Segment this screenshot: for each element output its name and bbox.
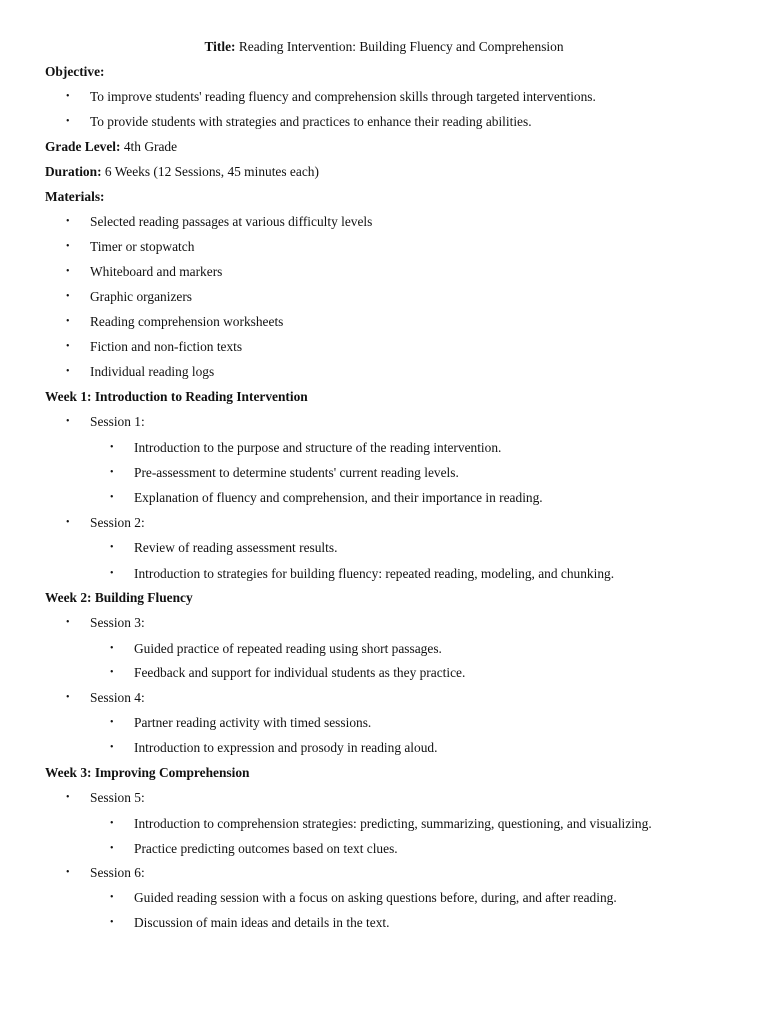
bullet-icon: • (66, 216, 70, 227)
session-item (110, 539, 337, 557)
session-item (110, 640, 442, 658)
bullet-icon: • (110, 542, 114, 553)
materials-item-text: Reading comprehension worksheets (90, 314, 284, 329)
session-label (66, 689, 145, 707)
grade-level-value: 4th Grade (123, 139, 178, 154)
session-item-text: Review of reading assessment results. (134, 540, 338, 555)
title-label: Title: (204, 39, 236, 54)
document-title (0, 38, 768, 56)
session-label (66, 413, 145, 431)
title-text: Reading Intervention: Building Fluency and Comprehension (238, 39, 564, 54)
session-item-text: Explanation of fluency and comprehension, and their importance in reading. (134, 490, 543, 505)
bullet-icon: • (66, 116, 70, 127)
materials-item (66, 338, 242, 356)
bullet-icon: • (110, 467, 114, 478)
materials-item-text: Graphic organizers (90, 289, 192, 304)
session-item-text: Practice predicting outcomes based on text clues. (134, 841, 398, 856)
session-item-text: Pre-assessment to determine students' current reading levels. (134, 465, 459, 480)
materials-item-text: Selected reading passages at various difficulty levels (90, 214, 373, 229)
materials-item (66, 263, 222, 281)
session-item-text: Introduction to comprehension strategies: predicting, summarizing, questioning, and visualizing. (134, 816, 652, 831)
bullet-icon: • (66, 341, 70, 352)
bullet-icon: • (66, 692, 70, 703)
materials-item-text: Whiteboard and markers (90, 264, 223, 279)
materials-heading: Materials: (45, 189, 105, 204)
session-item (110, 739, 437, 757)
session-item (110, 914, 390, 932)
bullet-icon: • (66, 517, 70, 528)
bullet-icon: • (110, 742, 114, 753)
bullet-icon: • (66, 241, 70, 252)
materials-item (66, 363, 214, 381)
materials-item (66, 313, 283, 331)
session-item (110, 840, 398, 858)
session-label (66, 514, 145, 532)
session-item (110, 464, 459, 482)
session-label (66, 789, 145, 807)
grade-level (45, 138, 177, 156)
session-label-text: Session 3: (90, 615, 145, 630)
session-item-text: Partner reading activity with timed sessions. (134, 715, 372, 730)
objective-item (66, 88, 596, 106)
week-heading: Week 1: Introduction to Reading Intervention (45, 389, 308, 404)
grade-level-label: Grade Level: (45, 139, 121, 154)
duration (45, 163, 319, 181)
session-label (66, 614, 145, 632)
bullet-icon: • (66, 416, 70, 427)
objective-item-text: To improve students' reading fluency and comprehension skills through targeted interventions. (90, 89, 596, 104)
objective-item (66, 113, 532, 131)
bullet-icon: • (110, 717, 114, 728)
bullet-icon: • (66, 266, 70, 277)
bullet-icon: • (66, 291, 70, 302)
bullet-icon: • (66, 867, 70, 878)
session-item (110, 815, 652, 833)
bullet-icon: • (110, 892, 114, 903)
session-label-text: Session 6: (90, 865, 145, 880)
bullet-icon: • (110, 492, 114, 503)
session-item-text: Guided reading session with a focus on asking questions before, during, and after reading. (134, 890, 617, 905)
session-label (66, 864, 145, 882)
objective-heading: Objective: (45, 64, 105, 79)
duration-value: 6 Weeks (12 Sessions, 45 minutes each) (104, 164, 319, 179)
bullet-icon: • (66, 91, 70, 102)
materials-item-text: Fiction and non-fiction texts (90, 339, 243, 354)
bullet-icon: • (110, 643, 114, 654)
session-item (110, 664, 465, 682)
session-label-text: Session 2: (90, 515, 145, 530)
bullet-icon: • (66, 792, 70, 803)
session-item (110, 714, 371, 732)
objective-item-text: To provide students with strategies and practices to enhance their reading abilities. (90, 114, 532, 129)
session-label-text: Session 1: (90, 414, 145, 429)
bullet-icon: • (110, 843, 114, 854)
session-label-text: Session 4: (90, 690, 145, 705)
bullet-icon: • (110, 568, 114, 579)
week-heading: Week 2: Building Fluency (45, 590, 193, 605)
session-item-text: Guided practice of repeated reading using short passages. (134, 641, 442, 656)
bullet-icon: • (110, 442, 114, 453)
materials-item (66, 238, 194, 256)
bullet-icon: • (66, 366, 70, 377)
session-item (110, 889, 617, 907)
materials-item (66, 288, 192, 306)
bullet-icon: • (110, 667, 114, 678)
session-item-text: Discussion of main ideas and details in the text. (134, 915, 390, 930)
bullet-icon: • (110, 917, 114, 928)
week-heading: Week 3: Improving Comprehension (45, 765, 250, 780)
materials-item-text: Individual reading logs (90, 364, 215, 379)
materials-item-text: Timer or stopwatch (90, 239, 195, 254)
session-item (110, 489, 543, 507)
bullet-icon: • (66, 316, 70, 327)
session-item-text: Introduction to the purpose and structure of the reading intervention. (134, 440, 502, 455)
session-item-text: Introduction to expression and prosody in reading aloud. (134, 740, 438, 755)
duration-label: Duration: (45, 164, 102, 179)
session-item-text: Feedback and support for individual students as they practice. (134, 665, 466, 680)
bullet-icon: • (110, 818, 114, 829)
bullet-icon: • (66, 617, 70, 628)
session-item (110, 565, 614, 583)
session-item-text: Introduction to strategies for building fluency: repeated reading, modeling, and chunking. (134, 566, 615, 581)
session-item (110, 439, 501, 457)
session-label-text: Session 5: (90, 790, 145, 805)
materials-item (66, 213, 372, 231)
